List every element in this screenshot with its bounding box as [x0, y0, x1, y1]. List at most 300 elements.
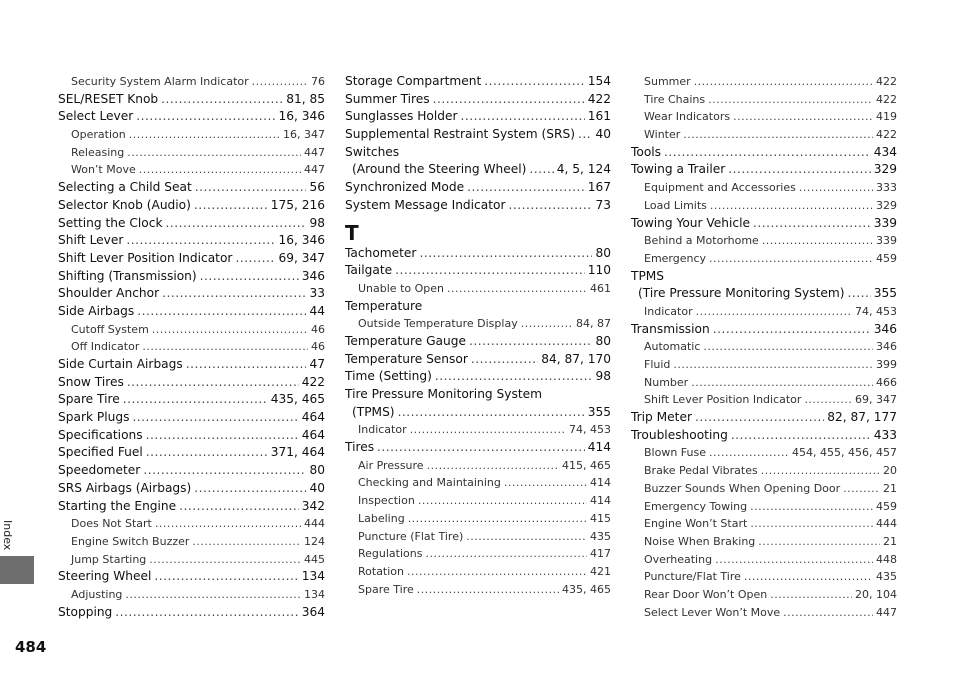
- index-term: Operation: [71, 128, 126, 142]
- dot-leader: [433, 91, 585, 109]
- page-reference[interactable]: 364: [301, 604, 325, 619]
- index-term: Equipment and Accessories: [644, 181, 796, 195]
- page-reference[interactable]: 454, 455, 456, 457: [792, 446, 897, 460]
- index-term: Cutoff System: [71, 322, 149, 336]
- index-subentry: [631, 374, 897, 392]
- page-reference[interactable]: 16, 347: [283, 128, 325, 142]
- page-reference[interactable]: 329: [876, 198, 897, 212]
- page-reference[interactable]: 16, 346: [278, 233, 325, 248]
- dot-leader: [733, 108, 873, 126]
- dot-leader: [179, 498, 299, 516]
- page-reference[interactable]: 435, 465: [562, 582, 611, 596]
- dot-leader: [848, 285, 871, 303]
- page-reference[interactable]: 40: [309, 480, 325, 495]
- page-reference[interactable]: 80: [595, 245, 611, 260]
- index-term: Transmission: [631, 321, 710, 336]
- index-term: Setting the Clock: [58, 215, 163, 230]
- index-subentry: [631, 356, 897, 374]
- index-term: Time (Setting): [345, 369, 432, 384]
- page-reference[interactable]: 20, 104: [855, 587, 897, 601]
- page-reference[interactable]: 464: [301, 410, 325, 425]
- index-term: Rear Door Won’t Open: [644, 587, 768, 601]
- index-entry: [58, 604, 325, 622]
- page-reference[interactable]: 81, 85: [286, 91, 325, 106]
- index-term: Regulations: [358, 547, 423, 561]
- index-entry: [58, 268, 325, 286]
- dot-leader: [155, 515, 301, 533]
- dot-leader: [186, 356, 307, 374]
- index-subentry: [631, 444, 897, 462]
- page-reference[interactable]: 33: [309, 286, 325, 301]
- page-reference[interactable]: 371, 464: [270, 445, 325, 460]
- page-reference[interactable]: 355: [587, 404, 611, 419]
- page-reference[interactable]: 459: [876, 251, 897, 265]
- dot-leader: [410, 421, 566, 439]
- page-reference[interactable]: 110: [587, 263, 611, 278]
- page-reference[interactable]: 422: [876, 128, 897, 142]
- page-reference[interactable]: 419: [876, 110, 897, 124]
- index-entry: [345, 179, 611, 197]
- dot-leader: [696, 303, 852, 321]
- index-subentry: [345, 315, 611, 333]
- index-subentry: [58, 586, 325, 604]
- index-term: Summer: [644, 75, 691, 88]
- dot-leader: [418, 492, 587, 510]
- dot-leader: [192, 533, 301, 551]
- dot-leader: [762, 232, 873, 250]
- page-reference[interactable]: 346: [301, 268, 325, 283]
- dot-leader: [395, 262, 585, 280]
- index-subentry: [631, 604, 897, 622]
- section-label: Index: [1, 520, 14, 551]
- index-entry: [58, 391, 325, 409]
- page-reference[interactable]: 80: [309, 463, 325, 478]
- index-term: (Tire Pressure Monitoring System): [638, 286, 845, 301]
- index-entry: [345, 126, 611, 144]
- dot-leader: [466, 528, 587, 546]
- page-reference[interactable]: 47: [309, 357, 325, 371]
- page-reference[interactable]: 422: [876, 75, 897, 88]
- index-term: Noise When Braking: [644, 534, 756, 548]
- index-term: Tailgate: [345, 263, 393, 278]
- dot-leader: [804, 391, 852, 409]
- section-tab: [0, 556, 34, 584]
- page-reference[interactable]: 84, 87: [576, 317, 611, 331]
- page-reference[interactable]: 76: [311, 75, 325, 88]
- dot-leader: [129, 126, 280, 144]
- index-term: Indicator: [644, 304, 693, 318]
- index-term: Emergency Towing: [644, 499, 748, 513]
- index-term: Temperature: [345, 298, 423, 313]
- index-entry: [631, 427, 897, 445]
- index-term: Winter: [644, 128, 681, 142]
- index-subentry: [631, 250, 897, 268]
- index-term: Behind a Motorhome: [644, 234, 759, 248]
- page-reference[interactable]: 40: [595, 127, 611, 142]
- index-entry: [345, 386, 611, 404]
- page-reference[interactable]: 21: [883, 481, 897, 495]
- index-subentry: [345, 528, 611, 546]
- page-reference[interactable]: 415, 465: [562, 458, 611, 472]
- index-term: Blown Fuse: [644, 446, 706, 460]
- index-entry: [58, 409, 325, 427]
- dot-leader: [750, 515, 873, 533]
- index-term: Starting the Engine: [58, 498, 177, 513]
- page-reference[interactable]: 421: [590, 564, 611, 578]
- dot-leader: [139, 161, 301, 179]
- index-term: Engine Won’t Start: [644, 517, 748, 531]
- index-term: Outside Temperature Display: [358, 317, 518, 331]
- index-subentry: [631, 586, 897, 604]
- dot-leader: [417, 581, 559, 599]
- index-subentry: [345, 581, 611, 599]
- index-term: Temperature Sensor: [345, 351, 468, 366]
- page-reference[interactable]: 46: [311, 340, 325, 354]
- index-term: Puncture (Flat Tire): [358, 529, 464, 543]
- index-subentry: [345, 510, 611, 528]
- index-subentry: [631, 108, 897, 126]
- index-entry: [58, 285, 325, 303]
- dot-leader: [683, 126, 873, 144]
- index-term: Tachometer: [345, 245, 417, 260]
- index-term: Unable to Open: [358, 281, 444, 295]
- index-term: Overheating: [644, 552, 713, 566]
- index-term: Specifications: [58, 427, 143, 442]
- page-reference[interactable]: 422: [587, 91, 611, 106]
- page-reference[interactable]: 46: [311, 322, 325, 336]
- page-reference[interactable]: 69, 347: [278, 250, 325, 265]
- page-reference[interactable]: 73: [595, 197, 611, 212]
- dot-leader: [143, 462, 306, 480]
- dot-leader: [761, 462, 880, 480]
- index-term: Indicator: [358, 423, 407, 437]
- dot-leader: [126, 232, 275, 250]
- page-reference[interactable]: 333: [876, 181, 897, 195]
- index-subentry: [345, 421, 611, 439]
- page-reference[interactable]: 74, 453: [569, 423, 611, 437]
- dot-leader: [194, 197, 268, 215]
- index-subentry: [631, 498, 897, 516]
- dot-leader: [504, 474, 587, 492]
- index-term: Select Lever Won’t Move: [644, 605, 781, 619]
- page-reference[interactable]: 175, 216: [270, 197, 325, 212]
- page-reference[interactable]: 445: [304, 552, 325, 566]
- index-entry: [58, 197, 325, 215]
- dot-leader: [398, 404, 585, 422]
- dot-leader: [137, 303, 306, 321]
- index-term: Speedometer: [58, 463, 141, 478]
- index-subentry: [58, 73, 325, 91]
- section-letter-heading: T: [345, 220, 359, 245]
- page-reference[interactable]: 435: [876, 570, 897, 584]
- dot-leader: [744, 568, 873, 586]
- index-entry: [631, 144, 897, 162]
- dot-leader: [753, 215, 871, 233]
- index-term: Steering Wheel: [58, 569, 152, 584]
- index-column-3: [631, 73, 897, 621]
- dot-leader: [521, 315, 573, 333]
- page-reference[interactable]: 417: [590, 547, 611, 561]
- dot-leader: [529, 161, 553, 179]
- index-subentry: [631, 515, 897, 533]
- page-reference[interactable]: 134: [304, 587, 325, 601]
- dot-leader: [146, 444, 268, 462]
- index-term: (TPMS): [352, 404, 395, 419]
- page-reference[interactable]: 466: [876, 375, 897, 389]
- index-entry: [631, 321, 897, 339]
- index-subentry: [58, 515, 325, 533]
- page-reference[interactable]: 20: [883, 464, 897, 478]
- index-subentry: [631, 179, 897, 197]
- index-term: Trip Meter: [631, 410, 692, 425]
- dot-leader: [799, 179, 873, 197]
- index-term: Emergency: [644, 251, 707, 265]
- dot-leader: [136, 108, 275, 126]
- dot-leader: [508, 197, 592, 215]
- index-entry: [345, 333, 611, 351]
- dot-leader: [447, 280, 587, 298]
- page-reference[interactable]: 4, 5, 124: [556, 162, 611, 177]
- page-reference[interactable]: 435, 465: [270, 392, 325, 407]
- page-reference[interactable]: 84, 87, 170: [541, 351, 611, 366]
- dot-leader: [166, 215, 307, 233]
- index-term: (Around the Steering Wheel): [352, 162, 527, 177]
- index-subentry: [631, 551, 897, 569]
- dot-leader: [235, 250, 275, 268]
- index-subentry: [631, 197, 897, 215]
- dot-leader: [425, 545, 587, 563]
- page-reference[interactable]: 464: [301, 427, 325, 442]
- page-reference[interactable]: 82, 87, 177: [827, 410, 897, 425]
- page-reference[interactable]: 461: [590, 281, 611, 295]
- index-term: Releasing: [71, 145, 125, 159]
- page-reference[interactable]: 16, 346: [278, 109, 325, 124]
- index-entry: [345, 161, 611, 179]
- dot-leader: [770, 586, 852, 604]
- dot-leader: [709, 250, 873, 268]
- index-entry: [345, 439, 611, 457]
- dot-leader: [783, 604, 873, 622]
- page-reference[interactable]: 124: [304, 534, 325, 548]
- index-entry: [631, 215, 897, 233]
- index-subentry: [58, 338, 325, 356]
- index-term: Engine Switch Buzzer: [71, 534, 190, 548]
- index-term: Summer Tires: [345, 91, 430, 106]
- page-reference[interactable]: 435: [590, 529, 611, 543]
- index-term: Brake Pedal Vibrates: [644, 464, 758, 478]
- page-reference[interactable]: 329: [873, 162, 897, 177]
- dot-leader: [127, 374, 299, 392]
- page-reference[interactable]: 167: [587, 180, 611, 195]
- page-reference[interactable]: 161: [587, 109, 611, 124]
- index-subentry: [345, 457, 611, 475]
- page-reference[interactable]: 422: [876, 92, 897, 106]
- page-reference[interactable]: 447: [304, 163, 325, 177]
- index-subentry: [631, 568, 897, 586]
- index-entry: [58, 462, 325, 480]
- page-number: 484: [15, 638, 47, 656]
- page-reference[interactable]: 444: [876, 517, 897, 531]
- page-reference[interactable]: 447: [876, 605, 897, 619]
- index-subentry: [58, 533, 325, 551]
- index-subentry: [631, 462, 897, 480]
- page-reference[interactable]: 414: [587, 440, 611, 455]
- page-reference[interactable]: 434: [873, 144, 897, 159]
- index-term: Shift Lever Position Indicator: [644, 393, 802, 407]
- index-term: Shoulder Anchor: [58, 286, 160, 301]
- page-reference[interactable]: 154: [587, 74, 611, 88]
- page-reference[interactable]: 459: [876, 499, 897, 513]
- index-term: Selecting a Child Seat: [58, 180, 192, 195]
- dot-leader: [471, 351, 538, 369]
- dot-leader: [750, 498, 873, 516]
- index-entry: [58, 374, 325, 392]
- dot-leader: [484, 73, 584, 91]
- page-reference[interactable]: 448: [876, 552, 897, 566]
- page-reference[interactable]: 74, 453: [855, 304, 897, 318]
- index-term: Sunglasses Holder: [345, 109, 458, 124]
- index-entry: [58, 568, 325, 586]
- dot-leader: [691, 374, 873, 392]
- index-term: Troubleshooting: [631, 427, 728, 442]
- page-reference[interactable]: 44: [309, 303, 325, 318]
- page-reference[interactable]: 69, 347: [855, 393, 897, 407]
- dot-leader: [408, 510, 587, 528]
- index-subentry: [58, 551, 325, 569]
- index-entry: [631, 409, 897, 427]
- dot-leader: [407, 563, 587, 581]
- dot-leader: [703, 338, 873, 356]
- index-subentry: [631, 480, 897, 498]
- page-reference[interactable]: 98: [309, 215, 325, 230]
- dot-leader: [252, 73, 308, 91]
- index-term: Automatic: [644, 340, 701, 354]
- index-entry: [58, 303, 325, 321]
- index-entry: [345, 144, 611, 162]
- dot-leader: [710, 197, 873, 215]
- index-term: Load Limits: [644, 198, 707, 212]
- page-reference[interactable]: 414: [590, 476, 611, 490]
- page-reference[interactable]: 415: [590, 511, 611, 525]
- dot-leader: [728, 161, 870, 179]
- index-subentry: [58, 321, 325, 339]
- index-term: Stopping: [58, 604, 113, 619]
- page-reference[interactable]: 346: [873, 321, 897, 336]
- index-term: Switches: [345, 144, 400, 159]
- index-term: Shift Lever Position Indicator: [58, 250, 233, 265]
- dot-leader: [695, 409, 824, 427]
- index-subentry: [345, 563, 611, 581]
- index-term: Temperature Gauge: [345, 333, 466, 348]
- index-term: SRS Airbags (Airbags): [58, 480, 192, 495]
- page-reference[interactable]: 444: [304, 517, 325, 531]
- index-term: Jump Starting: [71, 552, 147, 566]
- index-term: Puncture/Flat Tire: [644, 570, 741, 584]
- index-term: Tires: [345, 440, 375, 455]
- index-term: Tire Pressure Monitoring System: [345, 387, 542, 401]
- index-term: Number: [644, 375, 689, 389]
- dot-leader: [132, 409, 298, 427]
- page-reference[interactable]: 399: [876, 358, 897, 371]
- page-reference[interactable]: 355: [873, 286, 897, 301]
- index-subentry: [631, 391, 897, 409]
- page-reference[interactable]: 433: [873, 427, 897, 442]
- index-subentry: [58, 161, 325, 179]
- index-term: Air Pressure: [358, 458, 424, 472]
- index-entry: [58, 480, 325, 498]
- index-entry: [58, 427, 325, 445]
- dot-leader: [694, 73, 873, 91]
- index-entry: [58, 250, 325, 268]
- index-term: Select Lever: [58, 109, 134, 124]
- index-subentry: [631, 73, 897, 91]
- index-entry: [345, 298, 611, 316]
- page-reference[interactable]: 447: [304, 145, 325, 159]
- page-reference[interactable]: 422: [301, 374, 325, 389]
- dot-leader: [146, 427, 299, 445]
- dot-leader: [200, 268, 299, 286]
- index-term: Tools: [631, 144, 662, 159]
- index-term: TPMS: [631, 268, 665, 283]
- index-subentry: [345, 545, 611, 563]
- page-reference[interactable]: 134: [301, 569, 325, 584]
- index-subentry: [345, 492, 611, 510]
- index-term: Security System Alarm Indicator: [71, 75, 249, 88]
- dot-leader: [377, 439, 585, 457]
- index-entry: [58, 215, 325, 233]
- dot-leader: [142, 338, 308, 356]
- page-reference[interactable]: 414: [590, 494, 611, 508]
- dot-leader: [125, 586, 301, 604]
- page-reference[interactable]: 342: [301, 498, 325, 513]
- index-term: Labeling: [358, 511, 405, 525]
- page-reference[interactable]: 98: [595, 369, 611, 384]
- dot-leader: [758, 533, 880, 551]
- dot-leader: [467, 179, 585, 197]
- page-reference[interactable]: 346: [876, 340, 897, 354]
- index-entry: [631, 268, 897, 286]
- page-reference[interactable]: 339: [873, 215, 897, 230]
- index-term: Wear Indicators: [644, 110, 731, 124]
- page-reference[interactable]: 339: [876, 234, 897, 248]
- dot-leader: [578, 126, 593, 144]
- index-entry: [345, 368, 611, 386]
- index-term: Shifting (Transmission): [58, 268, 197, 283]
- dot-leader: [194, 480, 306, 498]
- index-term: Specified Fuel: [58, 445, 143, 460]
- index-term: Spare Tire: [58, 392, 120, 407]
- index-entry: [58, 498, 325, 516]
- index-subentry: [631, 338, 897, 356]
- dot-leader: [664, 144, 871, 162]
- index-term: Tire Chains: [644, 92, 706, 106]
- index-term: Adjusting: [71, 587, 123, 601]
- index-term: Spark Plugs: [58, 410, 130, 425]
- index-term: System Message Indicator: [345, 197, 506, 212]
- page-reference[interactable]: 80: [595, 333, 611, 348]
- index-subentry: [345, 474, 611, 492]
- page-reference[interactable]: 56: [309, 180, 325, 195]
- index-entry: [58, 444, 325, 462]
- page-reference[interactable]: 21: [883, 534, 897, 548]
- index-entry: [58, 179, 325, 197]
- index-term: Fluid: [644, 358, 671, 371]
- index-entry: [631, 161, 897, 179]
- index-term: Spare Tire: [358, 582, 414, 596]
- index-entry: [345, 197, 611, 215]
- dot-leader: [460, 108, 584, 126]
- index-term: Side Airbags: [58, 303, 135, 318]
